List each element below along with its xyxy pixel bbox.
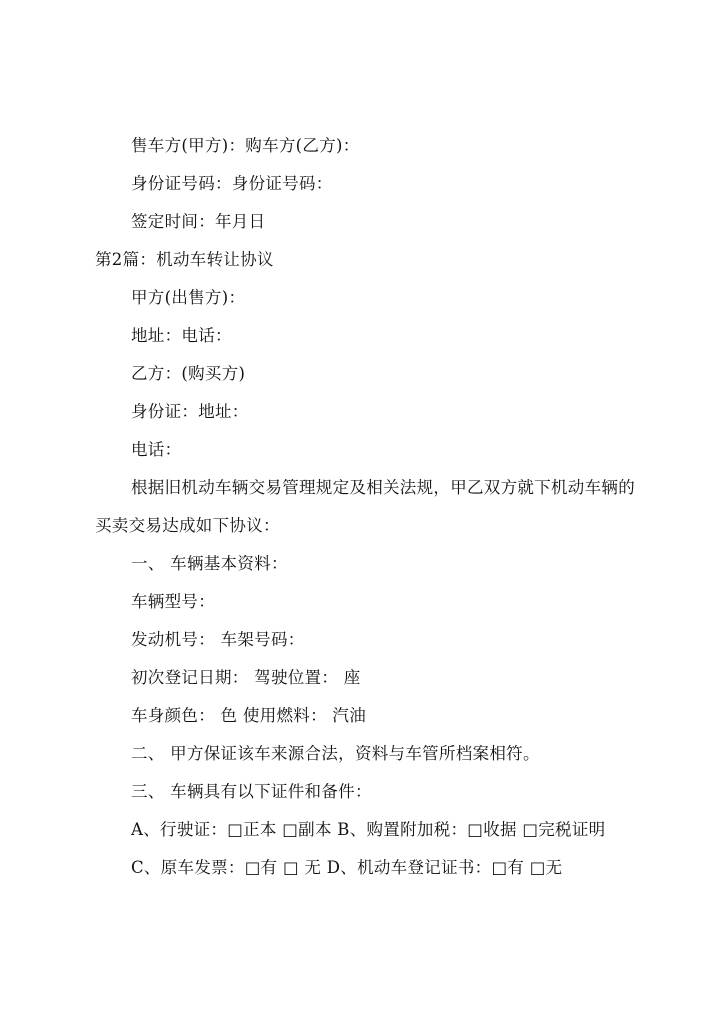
color-fuel-line: 车身颜色： 色 使用燃料： 汽油 (131, 706, 367, 725)
phone-line: 电话： (131, 440, 182, 459)
party-b-line: 乙方：(购买方) (131, 364, 246, 383)
documents-line-c-d: C、原车发票：□有 □ 无 D、机动车登记证书：□有 □无 (131, 858, 563, 877)
clause-2-line: 二、 甲方保证该车来源合法，资料与车管所档案相符。 (131, 744, 540, 763)
party-a-line: 甲方(出售方)： (131, 288, 246, 307)
intro-paragraph-line-2: 买卖交易达成如下协议： (95, 516, 280, 535)
id-number-line: 身份证号码：身份证号码： (131, 174, 333, 193)
id-address-line: 身份证：地址： (131, 402, 249, 421)
section-title: 第2篇：机动车转让协议 (95, 250, 274, 269)
signing-date-line: 签定时间：年月日 (131, 212, 266, 231)
registration-seat-line: 初次登记日期： 驾驶位置： 座 (131, 668, 361, 687)
seller-buyer-line: 售车方(甲方)：购车方(乙方)： (131, 136, 360, 155)
vehicle-model-line: 车辆型号： (131, 592, 215, 611)
clause-1-heading: 一、 车辆基本资料： (131, 554, 288, 573)
documents-line-a-b: A、行驶证：□正本 □副本 B、购置附加税：□收据 □完税证明 (131, 820, 606, 839)
clause-3-heading: 三、 车辆具有以下证件和备件： (131, 782, 372, 801)
engine-frame-line: 发动机号： 车架号码： (131, 630, 305, 649)
intro-paragraph-line-1: 根据旧机动车辆交易管理规定及相关法规，甲乙双方就下机动车辆的 (131, 478, 635, 497)
address-phone-line: 地址：电话： (131, 326, 232, 345)
